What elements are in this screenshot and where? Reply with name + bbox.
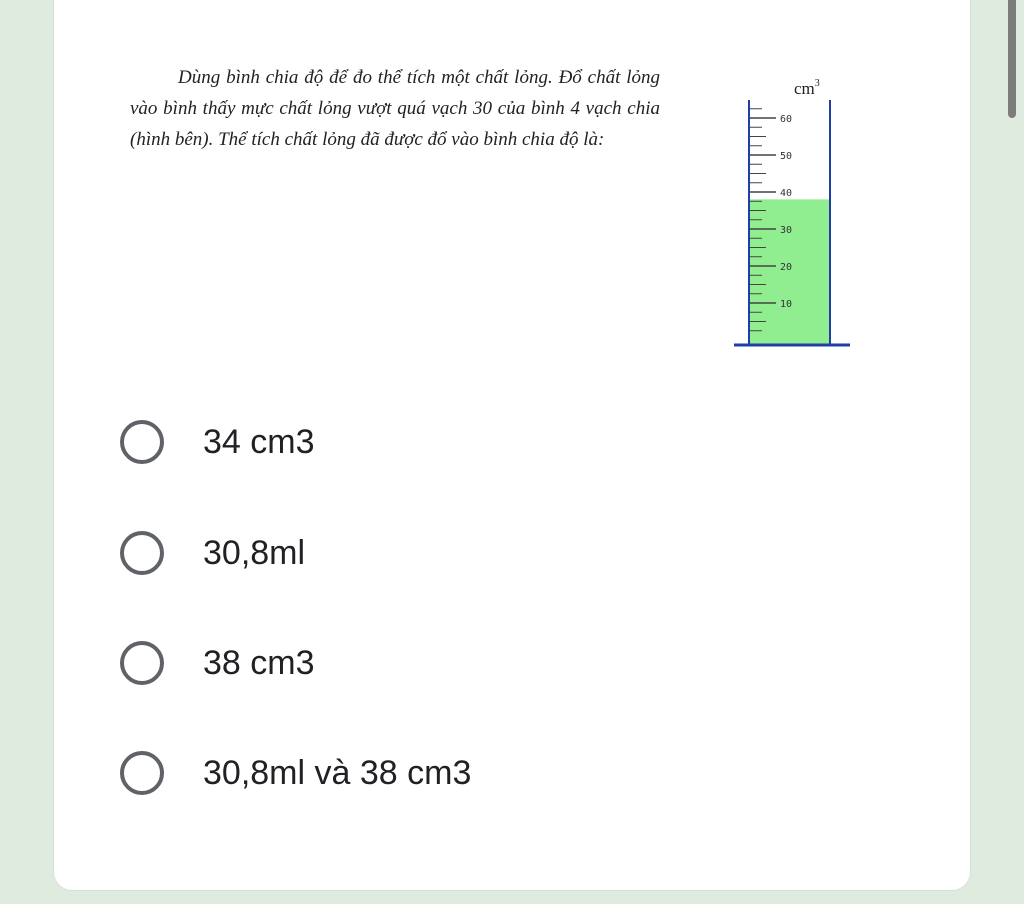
- question-line-1: Dùng bình chia độ để đo thể tích một chất lỏng.: [178, 67, 553, 88]
- option-1-label: 34 cm3: [203, 422, 315, 461]
- tick-label: 20: [780, 262, 793, 273]
- tick-label: 30: [780, 225, 793, 236]
- option-2[interactable]: [120, 524, 305, 582]
- option-3-label: 38 cm3: [203, 643, 315, 682]
- unit-exponent: 3: [814, 78, 820, 89]
- question-text: [130, 62, 660, 155]
- scrollbar-thumb[interactable]: [1008, 0, 1016, 118]
- radio-button-3[interactable]: [120, 641, 164, 685]
- tick-label: 40: [780, 188, 793, 199]
- unit-text: cm: [794, 79, 815, 98]
- radio-button-4[interactable]: [120, 751, 164, 795]
- graduated-cylinder-figure: [728, 64, 858, 354]
- tick-label: 50: [780, 151, 793, 162]
- option-1[interactable]: [120, 413, 315, 471]
- tick-label: 60: [780, 114, 793, 125]
- option-2-label: 30,8ml: [203, 533, 306, 572]
- option-4-label: 30,8ml và 38 cm3: [203, 753, 472, 792]
- radio-button-1[interactable]: [120, 420, 164, 464]
- tick-label: 10: [780, 299, 793, 310]
- radio-button-2[interactable]: [120, 531, 164, 575]
- option-3[interactable]: [120, 634, 315, 692]
- option-4[interactable]: [120, 744, 471, 802]
- unit-label: [794, 78, 820, 98]
- question-line-2: Đổ chất lỏng vào bình thấy mực chất lỏng vượt quá vạch 30 của bình 4 vạch chia (hình bên). Thể tích chất lỏng đã được đổ vào bình chia độ là:: [130, 67, 661, 150]
